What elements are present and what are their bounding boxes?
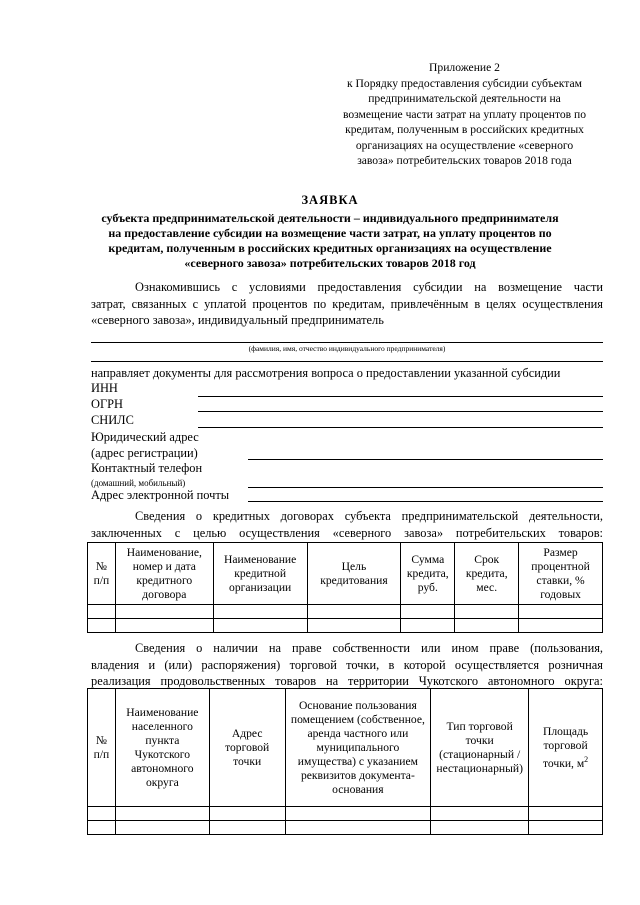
table-header-row — [88, 543, 603, 605]
subtitle-line: «северного завоза» потребительских товаров 2018 год — [184, 256, 476, 270]
table-cell[interactable] — [529, 821, 603, 835]
appendix-line: завоза» потребительских товаров 2018 года — [357, 154, 572, 167]
credit-intro-line: заключенных с целью осуществления «северного завоза» потребительских товаров: — [91, 525, 603, 540]
credit-table — [87, 542, 603, 633]
table-cell[interactable] — [307, 619, 401, 633]
subtitle-line: субъекта предпринимательской деятельности – индивидуального предпринимателя — [101, 211, 559, 225]
header-settlement: Наименование населенного пункта Чукотского автономного округа — [115, 689, 209, 807]
table-cell[interactable] — [455, 619, 519, 633]
phone-note: (домашний, мобильный) — [91, 478, 186, 488]
superscript: 2 — [584, 754, 589, 764]
table-cell[interactable] — [285, 807, 431, 821]
document-subtitle — [80, 211, 580, 271]
table-cell[interactable] — [115, 605, 213, 619]
header-amount: Сумма кредита, руб. — [401, 543, 455, 605]
address-label: Юридический адрес — [91, 430, 199, 444]
phone-field[interactable] — [248, 487, 603, 488]
appendix-header — [322, 60, 607, 169]
address-field[interactable] — [248, 459, 603, 460]
appendix-line: возмещение части затрат на уплату процентов по — [342, 107, 587, 121]
table-row — [88, 619, 603, 633]
header-type: Тип торговой точки (стационарный / нестационарный) — [431, 689, 529, 807]
property-section-intro — [91, 640, 603, 690]
table-cell[interactable] — [307, 605, 401, 619]
credit-section-intro — [91, 508, 603, 541]
ogrn-field[interactable] — [198, 411, 603, 412]
intro-line: затрат, связанных с уплатой процентов по кредитам, привлечённым в целях осуществления — [91, 296, 603, 311]
email-label: Адрес электронной почты — [91, 488, 230, 502]
table-cell[interactable] — [455, 605, 519, 619]
table-row — [88, 821, 603, 835]
appendix-line: организациях на осуществление «северного — [355, 138, 574, 152]
table-cell[interactable] — [285, 821, 431, 835]
header-number: № п/п — [88, 689, 116, 807]
intro-line: «северного завоза», индивидуальный предприниматель — [91, 313, 384, 328]
table-cell[interactable] — [401, 619, 455, 633]
appendix-line: Приложение 2 — [429, 61, 500, 74]
table-cell[interactable] — [401, 605, 455, 619]
table-cell[interactable] — [209, 807, 285, 821]
header-purpose: Цель кредитования — [307, 543, 401, 605]
snils-label: СНИЛС — [91, 413, 134, 427]
ogrn-label: ОГРН — [91, 397, 123, 411]
header-address: Адрес торговой точки — [209, 689, 285, 807]
table-cell[interactable] — [115, 807, 209, 821]
header-term: Срок кредита, мес. — [455, 543, 519, 605]
intro-paragraph — [91, 279, 603, 329]
table-cell[interactable] — [88, 619, 116, 633]
sends-text: направляет документы для рассмотрения вопроса о предоставлении указанной субсидии — [91, 366, 561, 380]
address-note: (адрес регистрации) — [91, 446, 198, 460]
name-field-caption: (фамилия, имя, отчество индивидуального предпринимателя) — [248, 344, 446, 353]
table-cell[interactable] — [431, 821, 529, 835]
table-cell[interactable] — [115, 821, 209, 835]
header-area-label: Площадь торговой точки, м — [542, 724, 589, 770]
header-bank: Наименование кредитной организации — [213, 543, 307, 605]
credit-intro-line: Сведения о кредитных договорах субъекта предпринимательской деятельности, — [135, 509, 603, 523]
header-number: № п/п — [88, 543, 116, 605]
intro-line: Ознакомившись с условиями предоставления субсидии на возмещение части — [135, 280, 603, 294]
table-cell[interactable] — [431, 807, 529, 821]
table-header-row — [88, 689, 603, 807]
property-intro-line: Сведения о наличии на праве собственности или ином праве (пользования, — [135, 641, 603, 655]
header-basis: Основание пользования помещением (собственное, аренда частного или муниципального имущества) с указанием реквизитов документа-основания — [285, 689, 431, 807]
email-field[interactable] — [248, 501, 603, 502]
property-table — [87, 688, 603, 835]
divider — [91, 361, 603, 362]
header-area — [529, 689, 603, 807]
snils-field[interactable] — [198, 427, 603, 428]
property-intro-line: владения и (или) распоряжения) торговой точки, в которой осуществляется розничная — [91, 657, 603, 672]
appendix-line: к Порядку предоставления субсидии субъектам — [347, 76, 582, 90]
table-cell[interactable] — [209, 821, 285, 835]
appendix-line: кредитам, полученным в российских кредитных — [345, 123, 584, 136]
header-contract: Наименование, номер и дата кредитного договора — [115, 543, 213, 605]
phone-label: Контактный телефон — [91, 461, 203, 475]
table-cell[interactable] — [88, 807, 116, 821]
table-cell[interactable] — [519, 619, 603, 633]
table-cell[interactable] — [213, 605, 307, 619]
header-rate: Размер процентной ставки, % годовых — [519, 543, 603, 605]
table-cell[interactable] — [88, 605, 116, 619]
document-title: ЗАЯВКА — [301, 193, 359, 207]
inn-field[interactable] — [198, 396, 603, 397]
table-cell[interactable] — [519, 605, 603, 619]
table-row — [88, 807, 603, 821]
table-row — [88, 605, 603, 619]
table-cell[interactable] — [115, 619, 213, 633]
subtitle-line: на предоставление субсидии на возмещение части затрат, на уплату процентов по — [108, 226, 552, 240]
inn-label: ИНН — [91, 381, 118, 395]
appendix-line: предпринимательской деятельности на — [368, 92, 561, 105]
table-cell[interactable] — [213, 619, 307, 633]
name-field-line[interactable] — [91, 342, 603, 343]
table-cell[interactable] — [88, 821, 116, 835]
table-cell[interactable] — [529, 807, 603, 821]
subtitle-line: кредитам, полученным в российских кредитных организациях на осуществление — [108, 241, 552, 255]
property-intro-line: реализация продовольственных товаров на территории Чукотского автономного округа: — [91, 674, 603, 689]
